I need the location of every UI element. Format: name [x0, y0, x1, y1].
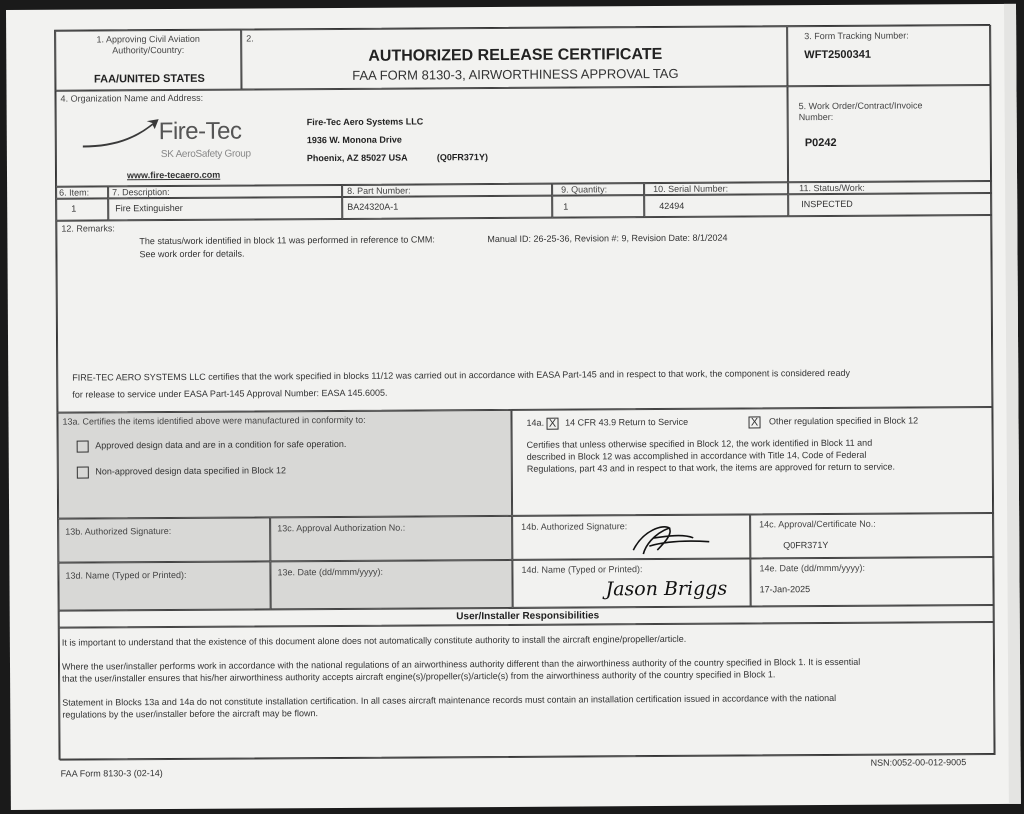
block-14a-label: 14a. — [526, 417, 545, 428]
block-14a-text-1: Certifies that unless otherwise specified in Block 12, the work identified in Block 11 and — [526, 437, 873, 450]
responsibility-paragraph-3b: regulations by the user/installer before the aircraft may be flown. — [62, 708, 318, 720]
block-14a-text-2: described in Block 12 was accomplished in accordance with Title 14, Code of Federal — [526, 449, 867, 462]
certification-statement-2: for release to service under EASA Part-145 Approval Number: EASA 145.6005. — [72, 387, 388, 400]
sheet-edge — [1004, 4, 1021, 804]
remarks-line-1: The status/work identified in block 11 was performed in reference to CMM: — [139, 234, 435, 247]
block-14d-label: 14d. Name (Typed or Printed): — [521, 564, 643, 575]
block-1-label: 1. Approving Civil Aviation Authority/Country: — [96, 33, 200, 56]
work-order-number: P0242 — [804, 136, 837, 150]
other-regulation-label: Other regulation specified in Block 12 — [769, 415, 919, 427]
block-14e-label: 14e. Date (dd/mmm/yyyy): — [759, 562, 865, 574]
block-13a-label: 13a. Certifies the items identified above were manufactured in conformity to: — [62, 414, 366, 427]
nsn-footer: NSN:0052-00-012-9005 — [870, 757, 967, 768]
approval-certificate-number: Q0FR371Y — [783, 539, 829, 551]
quantity-cell — [552, 195, 644, 218]
block-12-remarks — [56, 215, 993, 413]
block-13a-option-approved — [77, 438, 347, 452]
org-name: Fire-Tec Aero Systems LLC — [306, 116, 424, 128]
org-street: 1936 W. Monona Drive — [306, 134, 402, 146]
remarks-label: 12. Remarks: — [61, 223, 115, 234]
approved-design-checkbox[interactable] — [77, 440, 89, 452]
approving-authority: FAA/UNITED STATES — [93, 72, 205, 86]
responsibilities-body — [59, 622, 996, 761]
block-2-label: 2. — [246, 33, 254, 44]
header-description: 7. Description: — [108, 185, 342, 198]
return-to-service-label: 14 CFR 43.9 Return to Service — [565, 416, 689, 428]
block-14c-label: 14c. Approval/Certificate No.: — [759, 518, 876, 530]
item-description: Fire Extinguisher — [115, 202, 183, 214]
org-city: Phoenix, AZ 85027 USA — [306, 152, 408, 164]
item-number: 1 — [71, 203, 77, 214]
block-4-label: 4. Organization Name and Address: — [60, 92, 204, 104]
block-3 — [787, 25, 991, 86]
part-number-cell — [342, 196, 552, 219]
header-serial-number: 10. Serial Number: — [644, 182, 788, 195]
block-13d — [58, 561, 270, 610]
form-page — [6, 4, 1021, 810]
serial-number-cell — [644, 194, 788, 217]
remarks-line-2: See work order for details. — [139, 248, 245, 260]
description-cell — [108, 197, 342, 220]
signature-date: 17-Jan-2025 — [759, 584, 811, 595]
responsibility-paragraph-2a: Where the user/installer performs work in accordance with the national regulations of an airworthiness authority different than the airworthiness authority of the country specified in Block 1. It is essential — [61, 656, 861, 672]
other-regulation-checkbox[interactable]: X — [748, 416, 760, 428]
block-5 — [787, 85, 992, 182]
header-quantity: 9. Quantity: — [552, 183, 644, 196]
block-4 — [55, 86, 788, 186]
org-code: (Q0FR371Y) — [436, 152, 488, 163]
block-13c-label: 13c. Approval Authorization No.: — [277, 522, 406, 534]
block-13a — [57, 410, 512, 519]
certification-statement-1: FIRE-TEC AERO SYSTEMS LLC certifies that the work specified in blocks 11/12 was carried out in accordance with EASA Part-145 and in respect to that work, the component is considered ready — [72, 367, 850, 383]
form-8130-3 — [54, 24, 994, 760]
block-13e-label: 13e. Date (dd/mmm/yyyy): — [277, 566, 384, 578]
header-item: 6. Item: — [56, 186, 108, 198]
responsibility-paragraph-3a: Statement in Blocks 13a and 14a do not constitute installation certification. In all cases aircraft maintenance records must contain an installation certification issued in accordance with the national — [62, 692, 837, 708]
fire-tec-logo-icon — [81, 117, 161, 151]
responsibilities-title: User/Installer Responsibilities — [456, 610, 600, 623]
block-14b — [512, 514, 750, 559]
block-14a-options — [526, 416, 688, 430]
item-number-cell — [56, 198, 108, 220]
status-work: INSPECTED — [801, 198, 853, 210]
form-tracking-number: WFT2500341 — [804, 48, 871, 62]
block-1 — [55, 30, 241, 91]
block-3-label: 3. Form Tracking Number: — [804, 30, 909, 42]
return-to-service-checkbox[interactable]: X — [547, 417, 559, 429]
non-approved-design-checkbox[interactable] — [77, 466, 89, 478]
website-link[interactable]: www.fire-tecaero.com — [126, 169, 221, 181]
other-regulation-option — [748, 414, 918, 428]
block-2 — [241, 26, 787, 89]
authorized-signature-icon — [623, 520, 713, 559]
signature-name: Jason Briggs — [605, 577, 728, 601]
block-13b-label: 13b. Authorized Signature: — [65, 526, 172, 537]
responsibility-paragraph-1: It is important to understand that the existence of this document alone does not automatically constitute authority to install the aircraft engine/propeller/article. — [61, 633, 687, 648]
responsibility-paragraph-2b: that the user/installer ensures that his/her airworthiness authority accepts aircraft engine(s)/propeller(s)/article(s) from the airworthiness authority of the country specified in Block 1. — [62, 669, 776, 684]
certificate-title: AUTHORIZED RELEASE CERTIFICATE — [368, 45, 663, 65]
remarks-manual: Manual ID: 26-25-36, Revision #: 9, Revision Date: 8/1/2024 — [487, 232, 728, 245]
header-status: 11. Status/Work: — [788, 181, 992, 194]
approved-design-label: Approved design data and are in a condition for safe operation. — [95, 438, 347, 451]
block-5-label: 5. Work Order/Contract/Invoice Number: — [798, 100, 923, 123]
block-13b — [58, 517, 270, 562]
logo-name: Fire-Tec — [158, 117, 242, 146]
non-approved-design-label: Non-approved design data specified in Block 12 — [95, 465, 286, 477]
logo-subtitle: SK AeroSafety Group — [160, 148, 251, 161]
block-14e — [750, 557, 994, 606]
block-13a-option-non-approved — [77, 464, 286, 478]
part-number: BA24320A-1 — [347, 201, 399, 212]
status-cell — [788, 193, 992, 216]
block-14d — [512, 558, 750, 607]
block-14b-label: 14b. Authorized Signature: — [521, 521, 628, 532]
block-14c — [750, 513, 994, 558]
serial-number: 42494 — [659, 200, 685, 212]
block-14a — [511, 407, 994, 516]
block-13e — [270, 560, 512, 609]
quantity: 1 — [563, 201, 569, 212]
header-part-number: 8. Part Number: — [342, 184, 552, 197]
certificate-subtitle: FAA FORM 8130-3, AIRWORTHINESS APPROVAL TAG — [352, 65, 679, 83]
block-14a-text-3: Regulations, part 43 and in respect to that work, the items are approved for return to service. — [526, 461, 896, 474]
form-number-footer: FAA Form 8130-3 (02-14) — [60, 768, 163, 779]
block-13c — [270, 516, 512, 561]
block-13d-label: 13d. Name (Typed or Printed): — [65, 569, 187, 581]
